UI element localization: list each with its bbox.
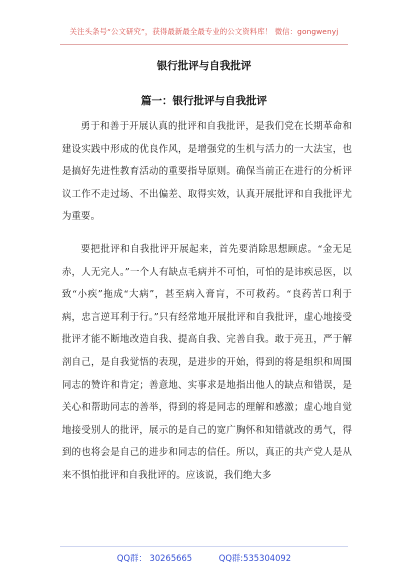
footer-divider — [60, 546, 348, 547]
header-divider — [60, 44, 348, 45]
document-body — [62, 116, 352, 488]
footer-qq-groups: QQ群： 30265665 QQ群:535304092 — [116, 553, 292, 563]
section-title: 篇一：银行批评与自我批评 — [141, 95, 267, 107]
document-title: 银行批评与自我批评 — [156, 60, 252, 72]
header-banner: 关注头条号“公文研究”，获得最新最全最专业的公文资料库！ 微信：gongwenyj — [69, 27, 339, 36]
paragraph: 勇于和善于开展认真的批评和自我批评，是我们党在长期革命和建设实践中形成的优良作风，是增强党的生机与活力的一大法宝，也是搞好先进性教育活动的重要指导原则。确保当前正在进行的分析评议工作不走过场、不出偏差、取得实效，认真开展批评和自我批评尤为重要。 — [62, 121, 352, 223]
paragraph: 要把批评和自我批评开展起来，首先要消除思想顾虑。“金无足赤，人无完人。”一个人有缺点毛病并不可怕，可怕的是讳疾忌医，以致“小疾”拖成“大病”，甚至病入膏肓，不可救药。“良药苦口利于病，忠言逆耳利于行。”只有经常地开展批评和自我批评，虚心地接受批评才能不断地改造自我、提高自我、完善自我。敢于亮丑，严于解剖自己，是自我觉悟的表现，是进步的开始，得到的将是组织和周围同志的赞许和肯定；善意地、实事求是地指出他人的缺点和错误，是关心和帮助同志的善举，得到的将是同志的理解和感激；虚心地自觉地接受别人的批评，展示的是自己的宽广胸怀和知错就改的勇气，得到的也将会是自己的进步和同志的信任。所以，真正的共产党人是从来不惧怕批评和自我批评的。应该说，我们绝大多 — [62, 243, 352, 481]
